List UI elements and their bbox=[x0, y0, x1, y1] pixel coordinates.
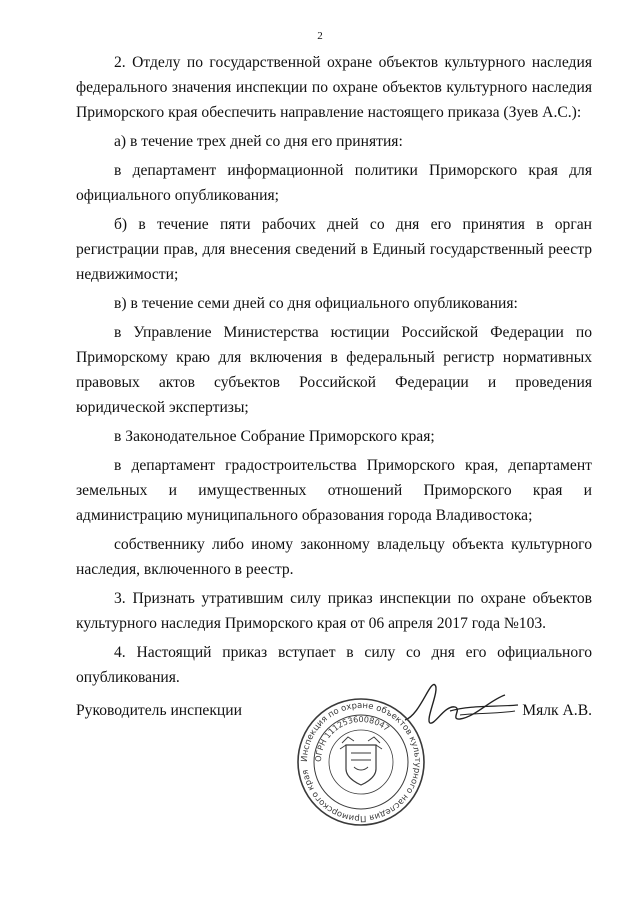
paragraph-4: 4. Настоящий приказ вступает в силу со дня его официального опубликования. bbox=[76, 644, 592, 686]
official-seal bbox=[296, 697, 426, 827]
paragraph-2v-owner: собственнику либо иному законному владельцу объекта культурного наследия, включенного в реестр. bbox=[76, 536, 592, 578]
stamp-outer-text: Инспекция по охране объектов культурного наследия Приморского края bbox=[299, 700, 423, 824]
paragraph-2v-justice: в Управление Министерства юстиции Российской Федерации по Приморскому краю для включения в федеральный регистр нормативных правовых актов субъектов Российской Федерации и проведения юридической экспертизы; bbox=[76, 324, 592, 416]
paragraph-2v: в) в течение семи дней со дня официального опубликования: bbox=[114, 295, 518, 312]
stamp-ogrn-text: ОГРН 1112536008047 bbox=[313, 714, 392, 763]
coat-of-arms-icon bbox=[340, 737, 382, 785]
signature-name: Мялк А.В. bbox=[522, 702, 592, 719]
paragraph-2v-departments: в департамент градостроительства Приморского края, департамент земельных и имущественных отношений Приморского края и администрацию муниципального образования города Владивостока; bbox=[76, 457, 592, 524]
signature-title: Руководитель инспекции bbox=[76, 702, 242, 719]
page-number: 2 bbox=[317, 30, 323, 42]
paragraph-2b: б) в течение пяти рабочих дней со дня его принятия в орган регистрации прав, для внесения сведений в Единый государственный реестр недвижимости; bbox=[76, 216, 592, 283]
paragraph-2a: а) в течение трех дней со дня его принятия: bbox=[114, 133, 403, 150]
paragraph-2v-assembly: в Законодательное Собрание Приморского края; bbox=[114, 428, 435, 445]
document-body bbox=[76, 50, 592, 694]
paragraph-2: 2. Отделу по государственной охране объектов культурного наследия федерального значения инспекции по охране объектов культурного наследия Приморского края обеспечить направление настоящего приказа (Зуев А.С.): bbox=[76, 54, 592, 121]
paragraph-2a-info-dept: в департамент информационной политики Приморского края для официального опубликования; bbox=[76, 162, 592, 204]
paragraph-3: 3. Признать утратившим силу приказ инспекции по охране объектов культурного наследия Приморского края от 06 апреля 2017 года №103. bbox=[76, 590, 592, 632]
